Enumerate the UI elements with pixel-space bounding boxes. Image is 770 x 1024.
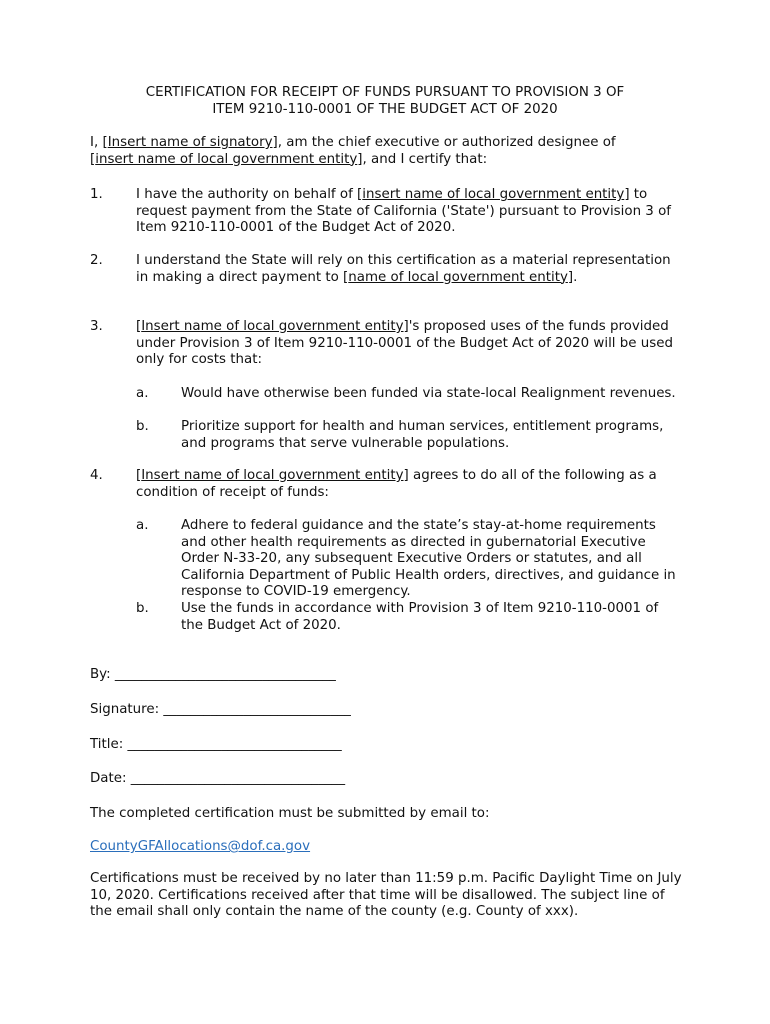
submission-instructions: The completed certification must be submitted by email to: <box>90 806 490 821</box>
sub-item-text: Prioritize support for health and human services, entitlement programs, and programs that serve vulnerable populations. <box>181 419 664 451</box>
title-line-1: CERTIFICATION FOR RECEIPT OF FUNDS PURSUANT TO PROVISION 3 OF <box>145 85 625 100</box>
item-number: 4. <box>90 468 103 483</box>
by-field[interactable]: By: _________________________________ <box>90 667 336 682</box>
sub-item-text: Would have otherwise been funded via state-local Realignment revenues. <box>181 386 676 401</box>
deadline-notice: Certifications must be received by no later than 11:59 p.m. Pacific Daylight Time on July 10, 2020. Certifications received after that time will be disallowed. The subject line of the email shall only contain the name of the county (e.g. County of xxx). <box>90 871 682 919</box>
item-text-post: ]'s proposed uses of the funds provided under Provision 3 of Item 9210-110-0001 of the Budget Act of 2020 will be used only for costs that: <box>136 319 673 367</box>
item-text-post: ]. <box>567 269 578 285</box>
entity-placeholder: insert name of local government entity <box>95 151 358 167</box>
item-number: 3. <box>90 319 103 334</box>
title-field[interactable]: Title: ________________________________ <box>90 737 342 752</box>
item-text-pre: [ <box>136 319 142 334</box>
sub-item-letter: a. <box>136 518 149 533</box>
entity-placeholder: Insert name of local government entity <box>141 468 404 483</box>
title-line-2: ITEM 9210-110-0001 OF THE BUDGET ACT OF 2020 <box>212 102 558 117</box>
intro-paragraph <box>90 135 690 168</box>
document-title <box>90 84 680 118</box>
entity-placeholder: Insert name of local government entity <box>141 319 404 334</box>
item-number: 2. <box>90 253 103 268</box>
sub-item-letter: b. <box>136 419 149 434</box>
item-text-post: ] to request payment from the State of California ('State') pursuant to Provision 3 of Item 9210-110-0001 of the Budget Act of 2020. <box>136 187 671 235</box>
item-text-pre: [ <box>136 468 142 483</box>
item-text-pre: I understand the State will rely on this certification as a material representation in making a direct payment to [ <box>136 253 671 285</box>
signature-field[interactable]: Signature: ____________________________ <box>90 702 351 717</box>
entity-placeholder: name of local government entity <box>348 269 568 285</box>
item-number: 1. <box>90 187 103 202</box>
signatory-placeholder: Insert name of signatory <box>107 135 273 150</box>
sub-item-letter: a. <box>136 386 149 401</box>
item-text-pre: I have the authority on behalf of [ <box>136 187 363 202</box>
intro-suffix: ], and I certify that: <box>357 151 488 167</box>
intro-mid: ], am the chief executive or authorized designee of <box>272 135 616 150</box>
sub-item-text: Adhere to federal guidance and the state’s stay-at-home requirements and other health requirements as directed in gubernatorial Executive Order N-33-20, any subsequent Executive Orders or statutes, and all California Department of Public Health orders, directives, and guidance in response to COVID-19 emergency. <box>181 518 676 599</box>
date-field[interactable]: Date: ________________________________ <box>90 771 346 786</box>
email-link[interactable]: CountyGFAllocations@dof.ca.gov <box>90 839 311 854</box>
entity-placeholder: insert name of local government entity <box>362 187 625 202</box>
item-text <box>136 468 681 501</box>
sub-item-letter: b. <box>136 601 149 616</box>
intro-prefix: I, [ <box>90 135 108 150</box>
item-text <box>136 187 681 237</box>
item-text-post: ] agrees to do all of the following as a condition of receipt of funds: <box>136 468 657 500</box>
item-text <box>136 253 681 286</box>
intro-open: [ <box>90 151 96 167</box>
item-text <box>136 319 681 369</box>
sub-item-text: Use the funds in accordance with Provision 3 of Item 9210-110-0001 of the Budget Act of 2020. <box>181 601 659 633</box>
